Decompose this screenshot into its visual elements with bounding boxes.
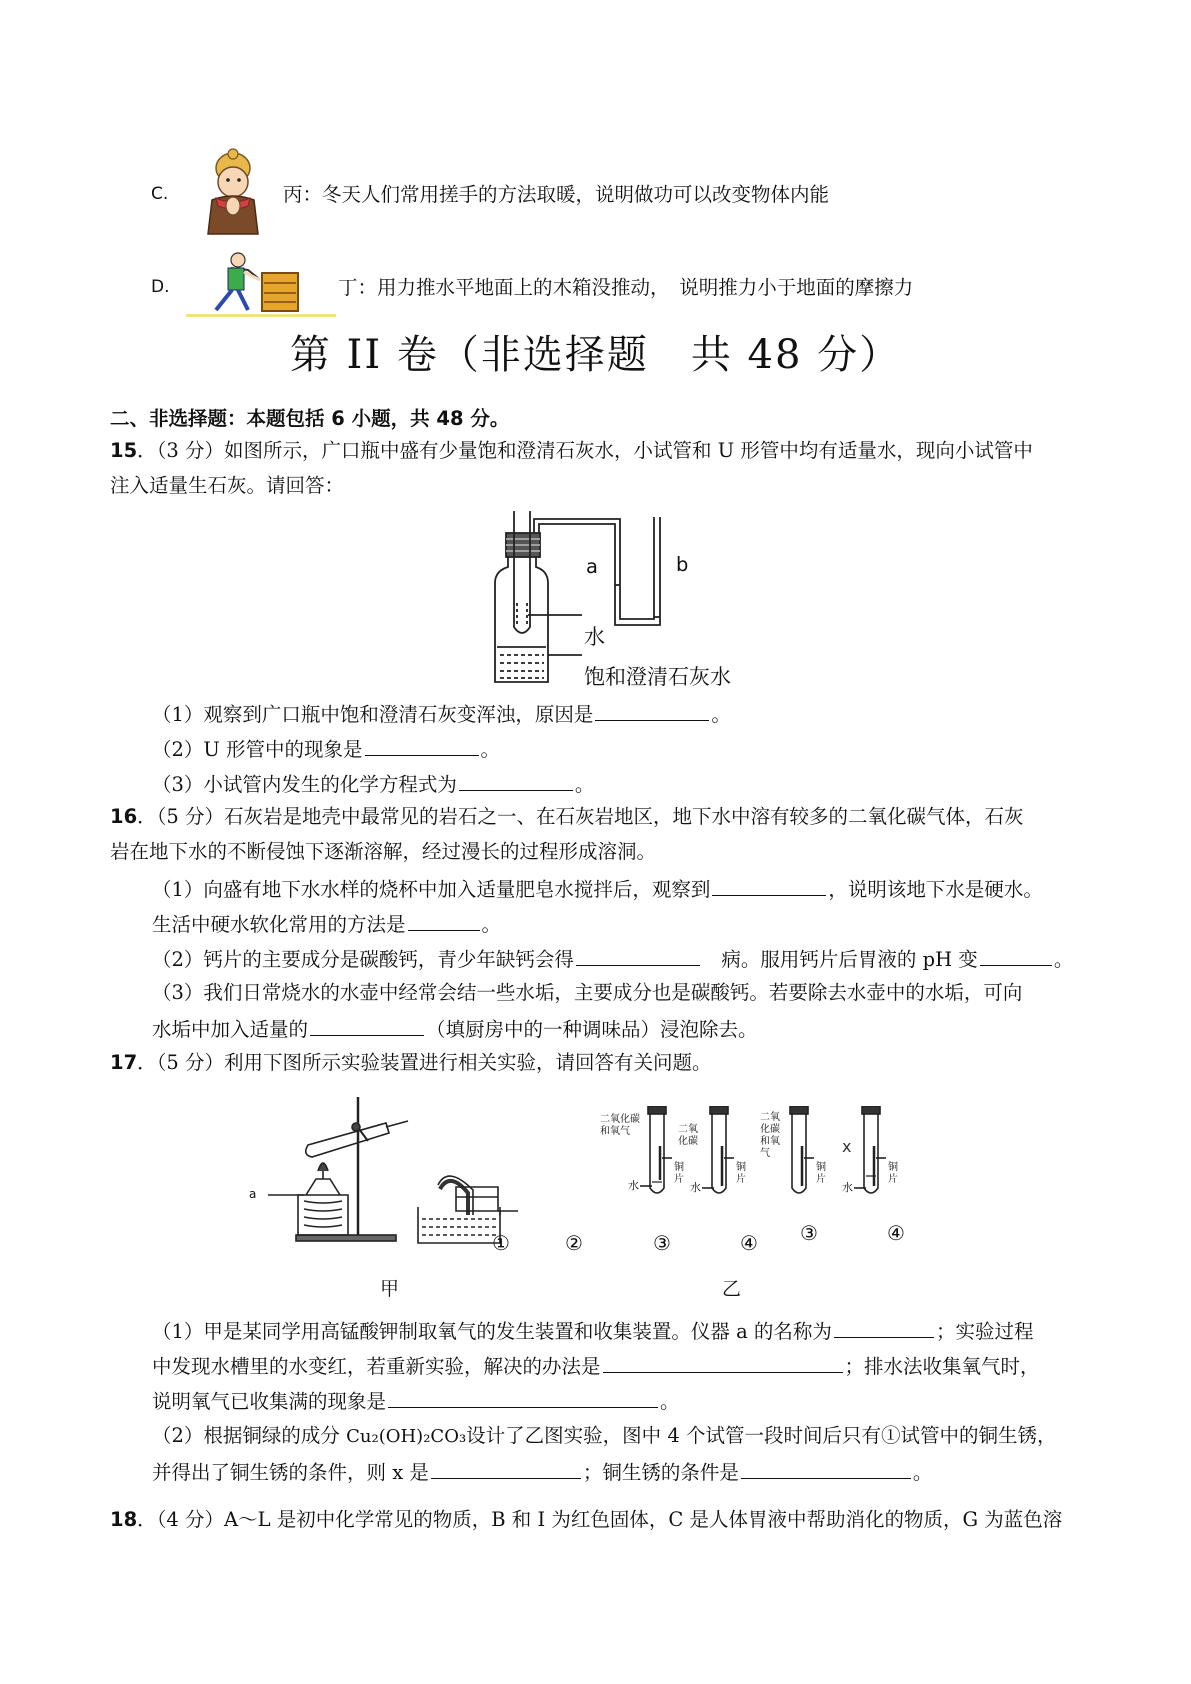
q16-sub1: （1）向盛有地下水水样的烧杯中加入适量肥皂水搅拌后，观察到 ，说明该地下水是硬水。 [152,875,1043,903]
q17-sub2-line2: 并得出了铜生锈的条件，则 x 是 ；铜生锈的条件是 。 [152,1458,932,1486]
q16-sub2-blank2[interactable] [980,945,1052,966]
q17-tube4-copper: 铜片 [888,1162,898,1185]
q15-number: 15 [110,439,138,462]
q15-label-a: a [586,555,598,578]
q16-sub1-blank[interactable] [712,875,826,896]
q15-apparatus-diagram [470,507,740,687]
q17-tube4-water: 水 [842,1181,853,1194]
q17-sub1-blank2[interactable] [603,1352,843,1373]
q15-sub3-blank[interactable] [459,770,573,791]
q17-sub2-line1: （2）根据铜绿的成分 Cu₂(OH)₂CO₃设计了乙图实验，图中 4 个试管一段时间后只有①试管中的铜生锈， [152,1424,1057,1447]
q17-circle-4b: ④ [887,1221,905,1245]
q17-circle-4: ④ [740,1231,758,1255]
q15-label-water: 水 [584,625,605,649]
option-c-letter: C. [151,184,169,204]
q17-tube3-label: 二氧化碳和氧气 [760,1112,780,1159]
q17-sub1-blank3[interactable] [388,1387,658,1408]
part-title: 第 II 卷（非选择题 共 48 分） [289,332,902,378]
option-d-letter: D. [151,277,170,297]
q17-circle-2: ② [565,1231,583,1255]
q17-sub1-blank1[interactable] [834,1317,934,1338]
q15-line2: 注入适量生石灰。请回答： [110,474,345,497]
q17-sub1-line1: （1）甲是某同学用高锰酸钾制取氧气的发生装置和收集装置。仪器 a 的名称为 ；实验过程 [152,1317,1033,1345]
copper-carbonate-formula: Cu₂(OH)₂CO₃ [346,1426,467,1447]
q17-oxygen-apparatus-diagram [268,1095,548,1245]
q15-sub3: （3）小试管内发生的化学方程式为 。 [152,770,594,798]
q18-number: 18 [110,1508,138,1531]
q16-sub3-line1: （3）我们日常烧水的水壶中经常会结一些水垢，主要成分也是碳酸钙。若要除去水壶中的水垢，可向 [152,981,1023,1004]
q17-tube2-copper: 铜片 [736,1162,746,1185]
q15-sub1-blank[interactable] [595,700,709,721]
option-d-text: 丁：用力推水平地面上的木箱没推动， 说明推力小于地面的摩擦力 [338,276,914,299]
q17-sub2-blank1[interactable] [431,1458,581,1479]
q17-label-yi: 乙 [722,1278,742,1300]
q16-sub2: （2）钙片的主要成分是碳酸钙，青少年缺钙会得 病。服用钙片后胃液的 pH 变 。 [152,945,1073,973]
q17-tube1-label: 二氧化碳和氧气 [600,1114,640,1137]
q17-label-a: a [249,1187,257,1201]
q16-sub3-line2: 水垢中加入适量的 （填厨房中的一种调味品）浸泡除去。 [152,1015,758,1043]
q17-label-jia: 甲 [380,1278,400,1300]
q17-copper-rust-tubes-diagram [600,1106,910,1206]
q16-number: 16 [110,805,138,828]
boy-rubbing-hands-illustration [198,148,268,236]
q17-circle-3: ③ [653,1231,671,1255]
boy-pushing-box-illustration [186,250,336,318]
q16-sub2-blank1[interactable] [576,945,700,966]
q17-tube2-label: 二氧化碳 [678,1124,698,1147]
q15-text1: ．（3 分）如图所示，广口瓶中盛有少量饱和澄清石灰水，小试管和 U 形管中均有适量水，现向小试管中 [137,439,1033,462]
q15-sub2: （2）U 形管中的现象是 。 [152,735,500,763]
q17-tube3-copper: 铜片 [816,1162,826,1185]
q17-sub1-line2: 中发现水槽里的水变红，若重新实验，解决的办法是 ；排水法收集氧气时， [152,1352,1040,1380]
q16-line2: 岩在地下水的不断侵蚀下逐渐溶解，经过漫长的过程形成溶洞。 [110,840,657,863]
q15-sub1: （1）观察到广口瓶中饱和澄清石灰变浑浊，原因是 。 [152,700,731,728]
q18-line1: 18．（4 分）A～L 是初中化学常见的物质，B 和 I 为红色固体，C 是人体胃液中帮助消化的物质，G 为蓝色溶 [110,1508,1063,1531]
q16-sub1b-blank[interactable] [408,910,480,931]
q17-sub2-blank2[interactable] [741,1458,911,1479]
q17-number: 17 [110,1051,138,1074]
q17-tube4-label: x [842,1137,852,1156]
q15-sub2-blank[interactable] [365,735,479,756]
q15-line1 [110,438,1033,464]
q17-tube1-copper: 铜片 [674,1162,684,1185]
q17-tube2-water: 水 [690,1181,701,1194]
q17-line1: 17．（5 分）利用下图所示实验装置进行相关实验，请回答有关问题。 [110,1051,712,1074]
q16-line1: 16．（5 分）石灰岩是地壳中最常见的岩石之一、在石灰岩地区，地下水中溶有较多的二氧化碳气体，石灰 [110,805,1024,828]
q16-sub3-blank[interactable] [310,1015,424,1036]
q17-tube1-water: 水 [628,1179,639,1192]
q16-sub1-line2: 生活中硬水软化常用的方法是 。 [152,910,501,938]
section-heading: 二、非选择题：本题包括 6 小题，共 48 分。 [110,407,510,430]
q17-circle-1: ① [492,1231,510,1255]
q17-circle-3b: ③ [800,1221,818,1245]
option-c-text: 丙：冬天人们常用搓手的方法取暖，说明做功可以改变物体内能 [283,183,830,206]
q17-sub1-line3: 说明氧气已收集满的现象是 。 [152,1387,680,1415]
q15-label-limewater: 饱和澄清石灰水 [584,665,731,689]
q15-label-b: b [676,553,689,576]
